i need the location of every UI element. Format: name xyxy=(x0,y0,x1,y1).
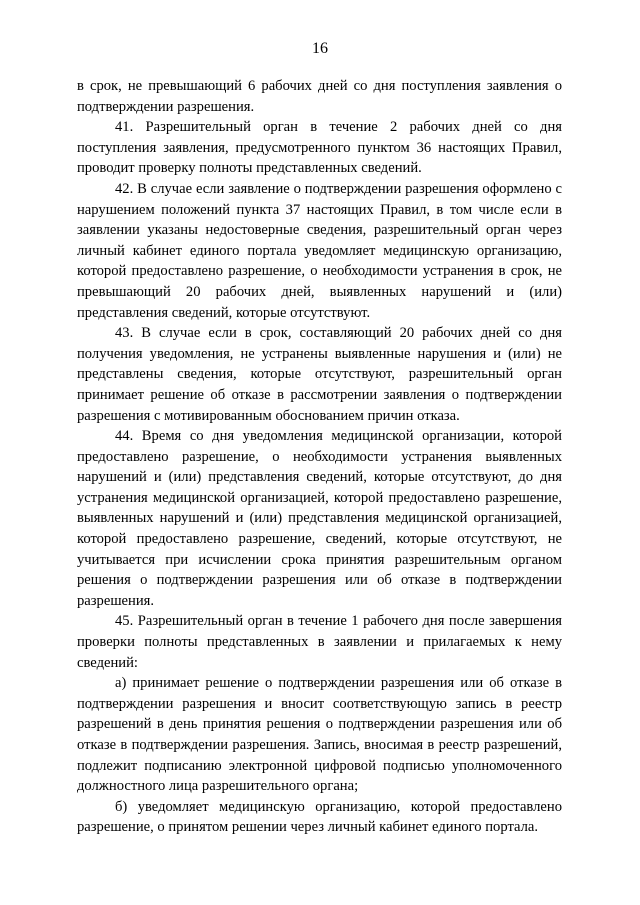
paragraph-43: 43. В случае если в срок, составляющий 20 рабочих дней со дня получения уведомления, не устранены выявленные нарушения и (или) не представлены сведения, которые отсутствуют, разрешительный орган принимает решение об отказе в рассмотрении заявления о подтверждении разрешения с мотивированным обоснованием причин отказа. xyxy=(77,325,562,424)
paragraph-42: 42. В случае если заявление о подтверждении разрешения оформлено с нарушением положений пункта 37 настоящих Правил, в том числе если в заявлении указаны недостоверные сведения, разрешительный орган через личный кабинет единого портала уведомляет медицинскую организацию, которой предоставлено разрешение, о необходимости устранения в срок, не превышающий 20 рабочих дней, выявленных нарушений и (или) представления сведений, которые отсутствуют. xyxy=(77,180,562,321)
paragraph-45-b: б) уведомляет медицинскую организацию, которой предоставлено разрешение, о принятом решении через личный кабинет единого портала. xyxy=(77,798,562,836)
paragraph-45: 45. Разрешительный орган в течение 1 рабочего дня после завершения проверки полноты представленных в заявлении и прилагаемых к нему сведений: xyxy=(77,613,562,671)
paragraph-44: 44. Время со дня уведомления медицинской организации, которой предоставлено разрешение, о необходимости устранения выявленных нарушений и (или) представления сведений, которые отсутствуют, до дня устранения медицинской организацией, которой предоставлено разрешение, выявленных нарушений и (или) представления медицинской организацией, которой предоставлено разрешение, сведений, которые отсутствуют, не учитывается при исчислении срока принятия разрешительным органом решения о подтверждении разрешения или об отказе в подтверждении разрешения. xyxy=(77,428,562,609)
page-number: 16 xyxy=(312,40,328,57)
document-body xyxy=(77,76,562,838)
paragraph-45-a: а) принимает решение о подтверждении разрешения или об отказе в подтверждении разрешения и вносит соответствующую запись в реестр разрешений в день принятия решения о подтверждении разрешения или об отказе в подтверждении разрешения. Запись, вносимая в реестр разрешений, подлежит подписанию электронной цифровой подписью уполномоченного должностного лица разрешительного органа; xyxy=(77,675,562,795)
paragraph-41: 41. Разрешительный орган в течение 2 рабочих дней со дня поступления заявления, предусмотренного пунктом 36 настоящих Правил, проводит проверку полноты представленных сведений. xyxy=(77,119,562,177)
paragraph-continuation: в срок, не превышающий 6 рабочих дней со дня поступления заявления о подтверждении разрешения. xyxy=(77,78,562,115)
